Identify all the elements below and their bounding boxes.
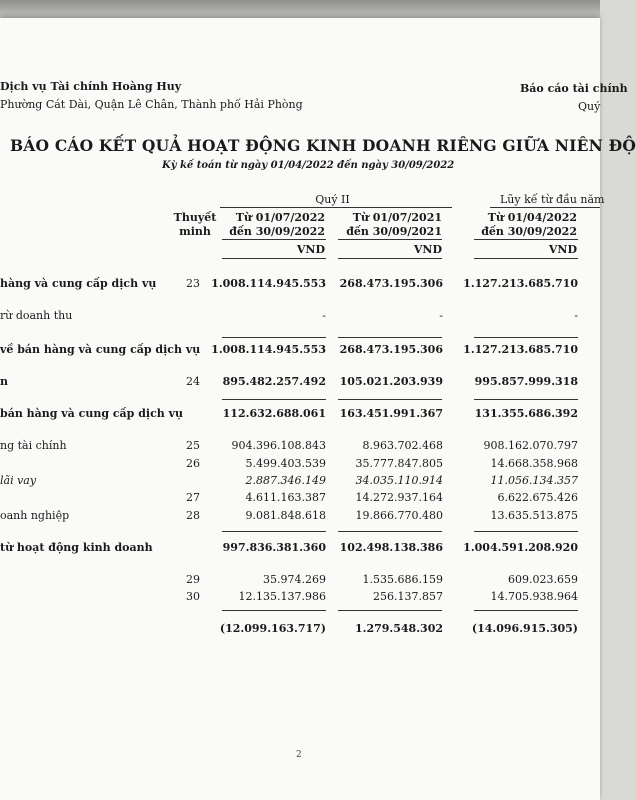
report-title: BÁO CÁO KẾT QUẢ HOẠT ĐỘNG KINH DOANH RIÊNG GIỮA NIÊN ĐỘ: [10, 136, 636, 155]
quarter-short: Quý: [578, 100, 601, 113]
subtotal-rule: [338, 531, 442, 532]
row-note: 26: [186, 457, 200, 470]
subtotal-rule: [338, 610, 442, 611]
row-value-q2-2021: 1.279.548.302: [354, 622, 443, 635]
row-value-ytd-2022: 1.127.213.685.710: [463, 343, 578, 356]
company-name: Dịch vụ Tài chính Hoàng Huy: [0, 80, 182, 93]
row-value-ytd-2022: 14.705.938.964: [490, 590, 578, 603]
subtotal-rule: [474, 531, 578, 532]
row-value-ytd-2022: 1.004.591.208.920: [463, 541, 578, 554]
row-value-q2-2021: 34.035.110.914: [355, 474, 443, 487]
row-note: 24: [186, 375, 200, 388]
row-label: từ hoạt động kinh doanh: [0, 541, 153, 554]
group-header-ytd: Lũy kế từ đầu năm: [500, 193, 605, 206]
document-page: [0, 18, 636, 800]
col2-header-line2: đến 30/09/2021: [346, 225, 442, 238]
q2-underline: [220, 207, 452, 208]
row-value-q2-2021: -: [439, 309, 443, 322]
row-value-q2-2021: 268.473.195.306: [339, 343, 443, 356]
row-note: 25: [186, 439, 200, 452]
row-value-ytd-2022: (14.096.915.305): [471, 622, 578, 635]
row-value-q2-2021: 105.021.203.939: [339, 375, 443, 388]
subtotal-rule: [222, 399, 326, 400]
row-value-q2-2021: 1.535.686.159: [362, 573, 443, 586]
col2-header-line1: Từ 01/07/2021: [352, 211, 442, 224]
row-value-q2-2022: 1.008.114.945.553: [211, 343, 326, 356]
row-value-q2-2022: 5.499.403.539: [245, 457, 326, 470]
subtotal-rule: [474, 399, 578, 400]
row-value-q2-2022: 997.836.381.360: [222, 541, 326, 554]
row-value-q2-2022: (12.099.163.717): [219, 622, 326, 635]
col2-unit: VND: [413, 243, 442, 256]
row-value-q2-2022: 9.081.848.618: [245, 509, 326, 522]
row-value-ytd-2022: 6.622.675.426: [497, 491, 578, 504]
subtotal-rule: [474, 337, 578, 338]
row-value-ytd-2022: 13.635.513.875: [490, 509, 578, 522]
col2-unit-rule: [338, 258, 442, 259]
row-note: 28: [186, 509, 200, 522]
row-note: 30: [186, 590, 200, 603]
row-value-q2-2021: 268.473.195.306: [339, 277, 443, 290]
col2-header-rule: [338, 239, 442, 240]
row-value-q2-2022: 2.887.346.149: [245, 474, 326, 487]
subtotal-rule: [474, 610, 578, 611]
row-value-q2-2022: 4.611.163.387: [245, 491, 326, 504]
subtotal-rule: [338, 399, 442, 400]
col1-header-rule: [222, 239, 326, 240]
subtotal-rule: [222, 610, 326, 611]
row-label: n: [0, 375, 8, 388]
col3-unit: VND: [548, 243, 577, 256]
row-label: rừ doanh thu: [0, 309, 73, 322]
row-value-q2-2021: 35.777.847.805: [355, 457, 443, 470]
row-label: bán hàng và cung cấp dịch vụ: [0, 407, 183, 420]
col3-header-line2: đến 30/09/2022: [481, 225, 577, 238]
report-type: Báo cáo tài chính: [520, 82, 628, 95]
row-value-ytd-2022: -: [574, 309, 578, 322]
report-period: Kỳ kế toán từ ngày 01/04/2022 đến ngày 30/09/2022: [162, 160, 455, 171]
col1-header-line2: đến 30/09/2022: [229, 225, 325, 238]
row-value-ytd-2022: 1.127.213.685.710: [463, 277, 578, 290]
row-value-q2-2022: 112.632.688.061: [222, 407, 326, 420]
row-value-ytd-2022: 11.056.134.357: [490, 474, 578, 487]
row-value-ytd-2022: 131.355.686.392: [474, 407, 578, 420]
row-note: 27: [186, 491, 200, 504]
row-value-q2-2022: 1.008.114.945.553: [211, 277, 326, 290]
row-value-q2-2022: 35.974.269: [263, 573, 326, 586]
row-value-q2-2021: 14.272.937.164: [355, 491, 443, 504]
row-value-q2-2021: 256.137.857: [373, 590, 443, 603]
row-value-q2-2021: 8.963.702.468: [362, 439, 443, 452]
row-value-ytd-2022: 908.162.070.797: [483, 439, 578, 452]
row-label: hàng và cung cấp dịch vụ: [0, 277, 157, 290]
row-value-ytd-2022: 609.023.659: [508, 573, 578, 586]
col1-unit: VND: [296, 243, 325, 256]
row-value-q2-2022: 904.396.108.843: [231, 439, 326, 452]
group-header-q2: Quý II: [315, 193, 350, 206]
page-number: 2: [296, 750, 302, 760]
row-label: về bán hàng và cung cấp dịch vụ: [0, 343, 201, 356]
row-value-ytd-2022: 995.857.999.318: [474, 375, 578, 388]
row-value-ytd-2022: 14.668.358.968: [490, 457, 578, 470]
col3-unit-rule: [474, 258, 578, 259]
row-note: 29: [186, 573, 200, 586]
row-value-q2-2022: 895.482.257.492: [222, 375, 326, 388]
company-address: Phường Cát Dài, Quận Lê Chân, Thành phố Hải Phòng: [0, 98, 303, 111]
row-value-q2-2022: 12.135.137.986: [238, 590, 326, 603]
note-header-line2: minh: [179, 225, 211, 238]
col3-header-rule: [474, 239, 578, 240]
row-value-q2-2021: 19.866.770.480: [355, 509, 443, 522]
subtotal-rule: [222, 337, 326, 338]
subtotal-rule: [222, 531, 326, 532]
subtotal-rule: [338, 337, 442, 338]
ytd-underline: [490, 207, 600, 208]
row-note: 23: [186, 277, 200, 290]
row-value-q2-2021: 102.498.138.386: [339, 541, 443, 554]
col3-header-line1: Từ 01/04/2022: [487, 211, 577, 224]
row-label: lãi vay: [0, 474, 37, 487]
row-value-q2-2021: 163.451.991.367: [339, 407, 443, 420]
col1-header-line1: Từ 01/07/2022: [235, 211, 325, 224]
col1-unit-rule: [222, 258, 326, 259]
row-label: oanh nghiệp: [0, 509, 70, 522]
row-value-q2-2022: -: [322, 309, 326, 322]
note-header-line1: Thuyết: [173, 211, 217, 224]
row-label: ng tài chính: [0, 439, 67, 452]
